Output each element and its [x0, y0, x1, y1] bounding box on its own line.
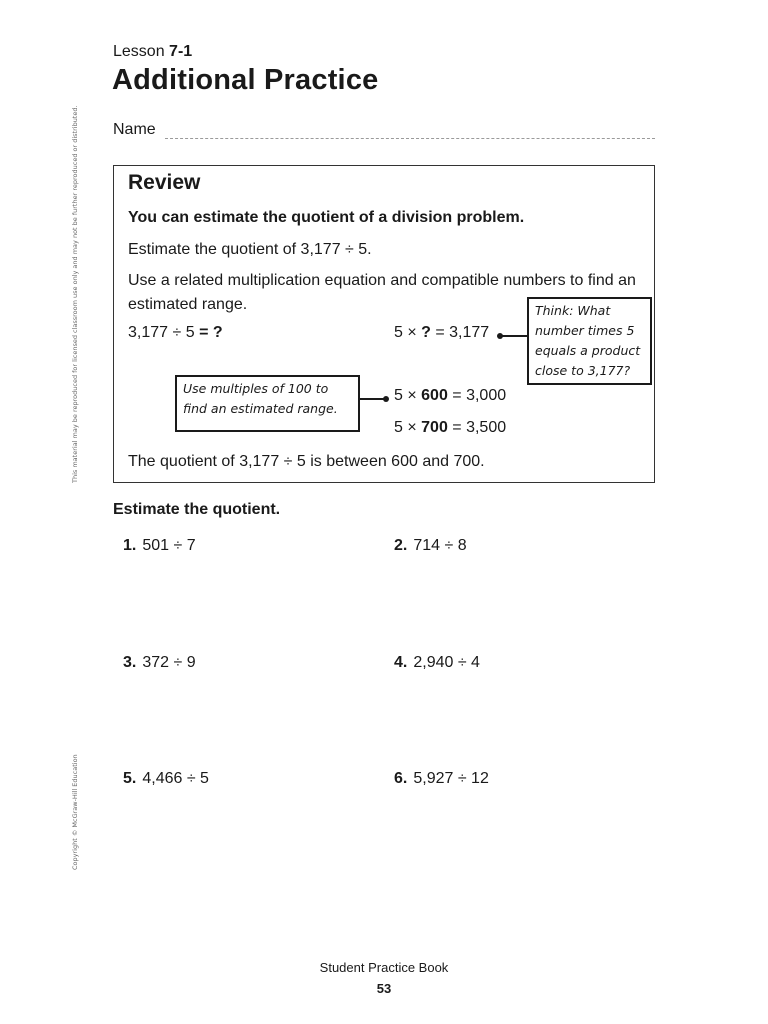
lesson-label	[113, 43, 192, 61]
page-title: Additional Practice	[112, 64, 379, 96]
problem-3	[123, 654, 196, 672]
problem-1	[123, 537, 196, 555]
mult-eq-unknown: ?	[421, 324, 431, 341]
problem-expression: 501 ÷ 7	[142, 537, 196, 554]
name-label: Name	[113, 121, 156, 138]
review-intro: You can estimate the quotient of a division problem.	[128, 209, 525, 226]
multiples-connector-dot	[383, 396, 389, 402]
problem-number: 5.	[123, 770, 137, 787]
practice-heading: Estimate the quotient.	[113, 501, 281, 518]
multiples-note: Use multiples of 100 to find an estimated range.	[175, 375, 360, 432]
estimate-high-factor: 700	[421, 419, 448, 436]
mult-eq-pre: 5 ×	[394, 324, 422, 341]
problem-expression: 714 ÷ 8	[413, 537, 467, 554]
problem-expression: 5,927 ÷ 12	[413, 770, 489, 787]
problem-2	[394, 537, 467, 555]
copyright-notice: Copyright © McGraw-Hill Education	[71, 754, 79, 870]
think-note: Think: What number times 5 equals a product close to 3,177?	[527, 297, 652, 385]
problem-number: 3.	[123, 654, 137, 671]
estimate-high-post: = 3,500	[447, 419, 507, 436]
lesson-word: Lesson	[113, 43, 165, 60]
mult-eq-post: = 3,177	[430, 324, 490, 341]
problem-expression: 2,940 ÷ 4	[413, 654, 480, 671]
estimate-low-factor: 600	[421, 387, 448, 404]
page-number: 53	[376, 981, 392, 996]
review-prompt: Estimate the quotient of 3,177 ÷ 5.	[128, 241, 372, 258]
problem-number: 1.	[123, 537, 137, 554]
problem-number: 4.	[394, 654, 408, 671]
problem-expression: 4,466 ÷ 5	[142, 770, 209, 787]
division-equation	[128, 324, 223, 342]
footer-book-title: Student Practice Book	[319, 960, 449, 975]
estimate-high-pre: 5 ×	[394, 419, 422, 436]
problem-6	[394, 770, 489, 788]
problem-5	[123, 770, 209, 788]
name-write-line	[165, 138, 655, 139]
estimate-high-equation	[394, 419, 506, 437]
review-title: Review	[128, 171, 201, 194]
reproduction-notice: This material may be reproduced for licensed classroom use only and may not be further reproduced or distributed.	[71, 105, 79, 483]
problem-4	[394, 654, 480, 672]
think-connector-line	[500, 335, 527, 337]
division-equation-text: 3,177 ÷ 5	[128, 324, 200, 341]
lesson-number: 7-1	[169, 43, 193, 60]
problem-expression: 372 ÷ 9	[142, 654, 196, 671]
problem-number: 6.	[394, 770, 408, 787]
estimate-low-pre: 5 ×	[394, 387, 422, 404]
estimate-low-equation	[394, 387, 506, 405]
multiplication-equation	[394, 324, 489, 342]
division-equation-unknown: = ?	[199, 324, 223, 341]
estimate-low-post: = 3,000	[447, 387, 507, 404]
review-instruction: Use a related multiplication equation and compatible numbers to find an estimated range.	[128, 272, 636, 313]
review-conclusion: The quotient of 3,177 ÷ 5 is between 600 and 700.	[128, 453, 485, 470]
problem-number: 2.	[394, 537, 408, 554]
